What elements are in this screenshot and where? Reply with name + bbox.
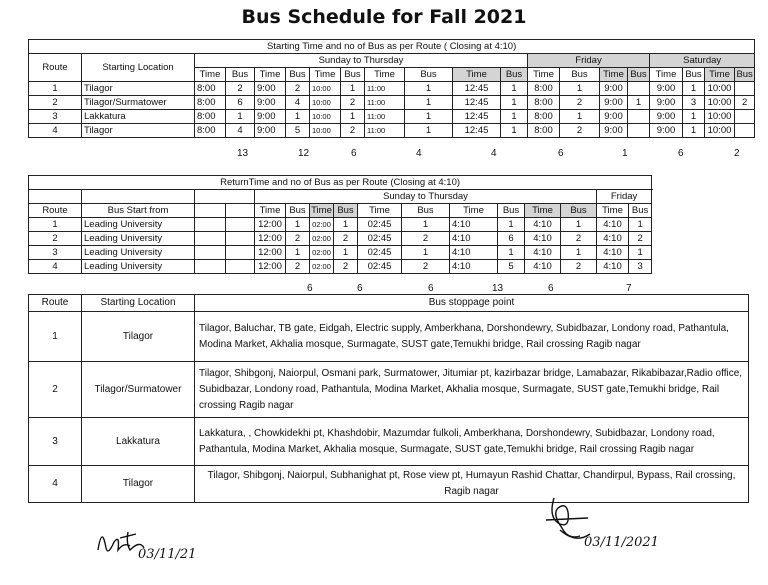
bus-count: 1 [402, 218, 450, 232]
route-number: 1 [29, 312, 82, 362]
bus-count: 1 [501, 124, 528, 138]
departure-sun-thu-header: Sunday to Thursday [195, 54, 528, 68]
time-cell: 12:45 [453, 124, 501, 138]
return-banner: ReturnTime and no of Bus as per Route (Closing at 4:10) [29, 176, 652, 190]
bus-count: 2 [341, 124, 365, 138]
time-cell: 02:45 [358, 218, 402, 232]
time-cell: 10:00 [310, 110, 341, 124]
bus-count: 3 [683, 96, 705, 110]
bus-count: 2 [341, 96, 365, 110]
total-value: 6 [428, 283, 434, 294]
time-cell: 9:00 [650, 110, 683, 124]
time-cell: 10:00 [310, 96, 341, 110]
bus-count: 2 [402, 260, 450, 274]
signature-left-date: 03/11/21 [138, 547, 197, 562]
time-cell: 11:00 [365, 96, 405, 110]
route-number: 4 [29, 260, 82, 274]
time-cell: 9:00 [650, 96, 683, 110]
table-row [29, 124, 755, 138]
time-cell: 9:00 [600, 110, 628, 124]
time-cell: 8:00 [195, 124, 226, 138]
total-value: 6 [357, 283, 363, 294]
col-time: Time [453, 68, 501, 82]
bus-count: 4 [226, 124, 255, 138]
bus-count [628, 82, 650, 96]
table-row [29, 312, 749, 362]
starting-location: Tilagor/Surmatower [82, 96, 195, 110]
bus-start-from: Leading University [82, 232, 195, 246]
col-bus: Bus [405, 68, 453, 82]
departure-banner: Starting Time and no of Bus as per Route ( Closing at 4:10) [29, 40, 755, 54]
return-route-header: Route [29, 204, 82, 218]
table-row [29, 418, 749, 466]
return-from-header: Bus Start from [82, 204, 195, 218]
table-row [29, 218, 652, 232]
time-cell: 10:00 [310, 124, 341, 138]
route-number: 2 [29, 96, 82, 110]
page-title: Bus Schedule for Fall 2021 [241, 6, 527, 28]
stoppage-points: Tilagor, Baluchar, TB gate, Eidgah, Electric supply, Amberkhana, Dorshondewry, Subidbazar, Londony road, Pathantula, Modina Market, Akhalia mosque, Surmagate, SUST gate,Temukhi bridge, Rail crossing Ragib nagar [195, 312, 749, 362]
bus-count: 1 [629, 246, 652, 260]
bus-count: 1 [498, 218, 525, 232]
bus-count: 1 [341, 82, 365, 96]
bus-count [735, 124, 755, 138]
col-bus: Bus [736, 68, 753, 80]
stoppage-points: Lakkatura, , Chowkidekhi pt, Khashdobir, Mazumdar fulkoli, Amberkhana, Dorshondewry, Subidbazar, Londony road, Pathantula, Modina Market, Akhalia mosque, Surmagate, SUST gate,Temukhi bridge, Rail crossing Ragib nagar [195, 418, 749, 466]
departure-table [28, 39, 755, 138]
time-cell: 12:00 [255, 260, 286, 274]
col-bus: Bus [226, 68, 255, 82]
bus-start-from: Leading University [82, 246, 195, 260]
blank-cell [195, 218, 226, 232]
bus-count: 5 [498, 260, 525, 274]
bus-count: 1 [498, 246, 525, 260]
col-time: Time [600, 68, 628, 82]
time-cell: 9:00 [600, 96, 628, 110]
col-time: Time [195, 68, 226, 82]
time-cell: 9:00 [255, 82, 286, 96]
col-bus: Bus [286, 68, 310, 82]
col-time: Time [528, 68, 560, 82]
col-time: Time [650, 68, 683, 82]
col-time: Time [705, 68, 735, 82]
time-cell: 9:00 [650, 124, 683, 138]
return-table [28, 175, 652, 274]
bus-count: 3 [629, 260, 652, 274]
bus-count [628, 124, 650, 138]
departure-friday-header: Friday [528, 54, 650, 68]
col-bus: Bus [286, 204, 310, 218]
col-time: Time [358, 204, 402, 218]
time-cell: 02:00 [310, 246, 334, 260]
bus-count [735, 110, 755, 124]
bus-count: 1 [341, 110, 365, 124]
bus-count: 1 [683, 124, 705, 138]
bus-count: 1 [334, 218, 358, 232]
route-number: 1 [29, 82, 82, 96]
bus-count: 2 [561, 260, 597, 274]
bus-count: 2 [334, 232, 358, 246]
time-cell: 8:00 [195, 82, 226, 96]
total-value: 7 [626, 283, 632, 294]
time-cell: 9:00 [255, 96, 286, 110]
stoppage-route-header: Route [29, 295, 82, 312]
time-cell: 8:00 [195, 110, 226, 124]
signature-left [90, 520, 210, 570]
total-value: 13 [237, 148, 249, 159]
stoppage-location-header: Starting Location [82, 295, 195, 312]
time-cell: 9:00 [650, 82, 683, 96]
time-cell: 4:10 [450, 246, 498, 260]
stoppage-points: Tilagor, Shibgonj, Naiorpul, Subhanighat pt, Rose view pt, Humayun Rashid Chattar, Chandirpul, Bypass, Rail crossing, Ragib nagar [195, 466, 749, 503]
time-cell: 12:45 [453, 110, 501, 124]
bus-count: 2 [334, 260, 358, 274]
stoppage-points: Tilagor, Shibgonj, Naiorpul, Osmani park, Surmatower, Jitumiar pt, kazirbazar bridge, Lamabazar, Rikabibazar,Radio office, Subidbazar, Londony road, Pathantula, Modina Market, Akhalia mosque, Surmagate, SUST gate,Temukhi bridge, Rail crossing Ragib nagar [195, 362, 749, 418]
starting-location: Tilagor/Surmatower [82, 362, 195, 418]
col-bus: Bus [628, 68, 650, 82]
time-cell: 10:00 [310, 82, 341, 96]
time-cell: 4:10 [597, 232, 629, 246]
col-time: Time [365, 68, 405, 82]
time-cell: 02:45 [358, 232, 402, 246]
bus-count: 4 [286, 96, 310, 110]
bus-count: 1 [501, 82, 528, 96]
starting-location: Tilagor [82, 82, 195, 96]
col-bus: Bus [560, 68, 600, 82]
blank-cell [226, 232, 255, 246]
time-cell: 9:00 [255, 110, 286, 124]
bus-count [628, 110, 650, 124]
bus-count: 2 [735, 96, 755, 110]
time-cell: 8:00 [528, 82, 560, 96]
time-cell: 12:00 [255, 232, 286, 246]
time-cell: 4:10 [525, 218, 561, 232]
total-value: 6 [678, 148, 684, 159]
departure-location-header: Starting Location [82, 54, 195, 82]
time-cell: 9:00 [600, 82, 628, 96]
time-cell: 4:10 [450, 232, 498, 246]
bus-count: 1 [501, 110, 528, 124]
time-cell: 4:10 [597, 218, 629, 232]
blank-cell [195, 232, 226, 246]
time-cell: 02:00 [310, 232, 334, 246]
col-bus: Bus [341, 68, 365, 82]
time-cell: 9:00 [255, 124, 286, 138]
table-row [29, 96, 755, 110]
starting-location: Tilagor [82, 466, 195, 503]
bus-count: 2 [286, 232, 310, 246]
bus-count: 1 [560, 110, 600, 124]
bus-count: 2 [560, 96, 600, 110]
col-time: Time [450, 204, 498, 218]
bus-count: 1 [405, 110, 453, 124]
bus-count: 1 [561, 218, 597, 232]
time-cell: 8:00 [195, 96, 226, 110]
bus-count: 1 [629, 218, 652, 232]
bus-count: 2 [286, 260, 310, 274]
time-cell: 12:00 [255, 246, 286, 260]
blank-cell [195, 246, 226, 260]
col-bus: Bus [683, 68, 705, 82]
bus-count: 2 [561, 232, 597, 246]
time-cell: 4:10 [450, 218, 498, 232]
bus-count [735, 82, 755, 96]
blank-cell [29, 190, 82, 204]
total-value: 4 [416, 148, 422, 159]
bus-count: 1 [560, 82, 600, 96]
time-cell: 8:00 [528, 110, 560, 124]
time-cell: 4:10 [525, 260, 561, 274]
bus-count: 2 [286, 82, 310, 96]
route-number: 4 [29, 124, 82, 138]
time-cell: 8:00 [528, 96, 560, 110]
starting-location: Lakkatura [82, 418, 195, 466]
time-cell: 02:45 [358, 246, 402, 260]
route-number: 3 [29, 418, 82, 466]
time-cell: 11:00 [365, 110, 405, 124]
bus-count: 5 [286, 124, 310, 138]
bus-count: 1 [683, 82, 705, 96]
time-cell: 02:00 [310, 260, 334, 274]
time-cell: 9:00 [600, 124, 628, 138]
bus-count: 1 [405, 124, 453, 138]
bus-count: 2 [226, 82, 255, 96]
total-value: 6 [548, 283, 554, 294]
col-bus: Bus [501, 68, 528, 82]
table-row [29, 362, 749, 418]
col-time: Time [311, 204, 332, 216]
time-cell: 10:00 [705, 82, 735, 96]
total-value: 4 [491, 148, 497, 159]
col-bus: Bus [334, 204, 358, 218]
starting-location: Tilagor [82, 312, 195, 362]
blank-cell [226, 260, 255, 274]
time-cell: 4:10 [450, 260, 498, 274]
time-cell: 10:00 [705, 96, 735, 110]
route-number: 3 [29, 110, 82, 124]
total-value: 6 [307, 283, 313, 294]
signature-right [540, 488, 680, 558]
time-cell: 10:00 [705, 110, 735, 124]
time-cell: 10:00 [705, 124, 735, 138]
col-time: Time [310, 68, 341, 82]
col-bus: Bus [561, 204, 597, 218]
bus-count: 2 [629, 232, 652, 246]
blank-cell [195, 204, 226, 218]
bus-start-from: Leading University [82, 218, 195, 232]
blank-cell [226, 218, 255, 232]
total-value: 2 [734, 148, 740, 159]
bus-count: 6 [226, 96, 255, 110]
route-number: 2 [29, 232, 82, 246]
route-number: 2 [29, 362, 82, 418]
bus-count: 1 [501, 96, 528, 110]
bus-count: 1 [226, 110, 255, 124]
return-friday-header: Friday [597, 190, 652, 204]
departure-saturday-header: Saturday [650, 54, 755, 68]
col-time: Time [525, 204, 561, 218]
bus-start-from: Leading University [82, 260, 195, 274]
bus-count: 2 [402, 232, 450, 246]
route-number: 3 [29, 246, 82, 260]
time-cell: 12:45 [453, 82, 501, 96]
bus-count: 2 [560, 124, 600, 138]
table-row [29, 110, 755, 124]
time-cell: 11:00 [365, 82, 405, 96]
bus-count: 1 [286, 218, 310, 232]
stoppage-table [28, 294, 749, 503]
starting-location: Tilagor [82, 124, 195, 138]
bus-count: 1 [286, 110, 310, 124]
bus-count: 1 [561, 246, 597, 260]
time-cell: 02:00 [310, 218, 334, 232]
route-number: 1 [29, 218, 82, 232]
total-value: 13 [492, 283, 504, 294]
table-row [29, 246, 652, 260]
route-number: 4 [29, 466, 82, 503]
time-cell: 4:10 [597, 260, 629, 274]
col-bus: Bus [402, 204, 450, 218]
bus-count: 1 [683, 110, 705, 124]
departure-route-header: Route [29, 54, 82, 82]
table-row [29, 232, 652, 246]
bus-count: 1 [286, 246, 310, 260]
blank-cell [195, 260, 226, 274]
return-sun-thu-header: Sunday to Thursday [255, 190, 597, 204]
bus-count: 1 [334, 246, 358, 260]
blank-cell [82, 190, 195, 204]
table-row [29, 82, 755, 96]
total-value: 1 [622, 148, 628, 159]
total-value: 6 [351, 148, 357, 159]
time-cell: 11:00 [365, 124, 405, 138]
time-cell: 4:10 [597, 246, 629, 260]
signature-right-date: 03/11/2021 [584, 535, 659, 550]
total-value: 6 [558, 148, 564, 159]
col-bus: Bus [629, 204, 652, 218]
time-cell: 12:45 [453, 96, 501, 110]
stoppage-points-header: Bus stoppage point [195, 295, 749, 312]
blank-cell [226, 204, 255, 218]
bus-count: 1 [402, 246, 450, 260]
time-cell: 4:10 [525, 246, 561, 260]
blank-cell [195, 190, 255, 204]
total-value: 12 [298, 148, 310, 159]
time-cell: 02:45 [358, 260, 402, 274]
col-time: Time [597, 204, 629, 218]
bus-count: 1 [628, 96, 650, 110]
bus-count: 6 [498, 232, 525, 246]
bus-count: 1 [405, 96, 453, 110]
time-cell: 4:10 [525, 232, 561, 246]
time-cell: 8:00 [528, 124, 560, 138]
time-cell: 12:00 [255, 218, 286, 232]
blank-cell [226, 246, 255, 260]
col-time: Time [255, 68, 286, 82]
col-time: Time [255, 204, 286, 218]
starting-location: Lakkatura [82, 110, 195, 124]
col-bus: Bus [498, 204, 525, 218]
bus-count: 1 [405, 82, 453, 96]
table-row [29, 260, 652, 274]
